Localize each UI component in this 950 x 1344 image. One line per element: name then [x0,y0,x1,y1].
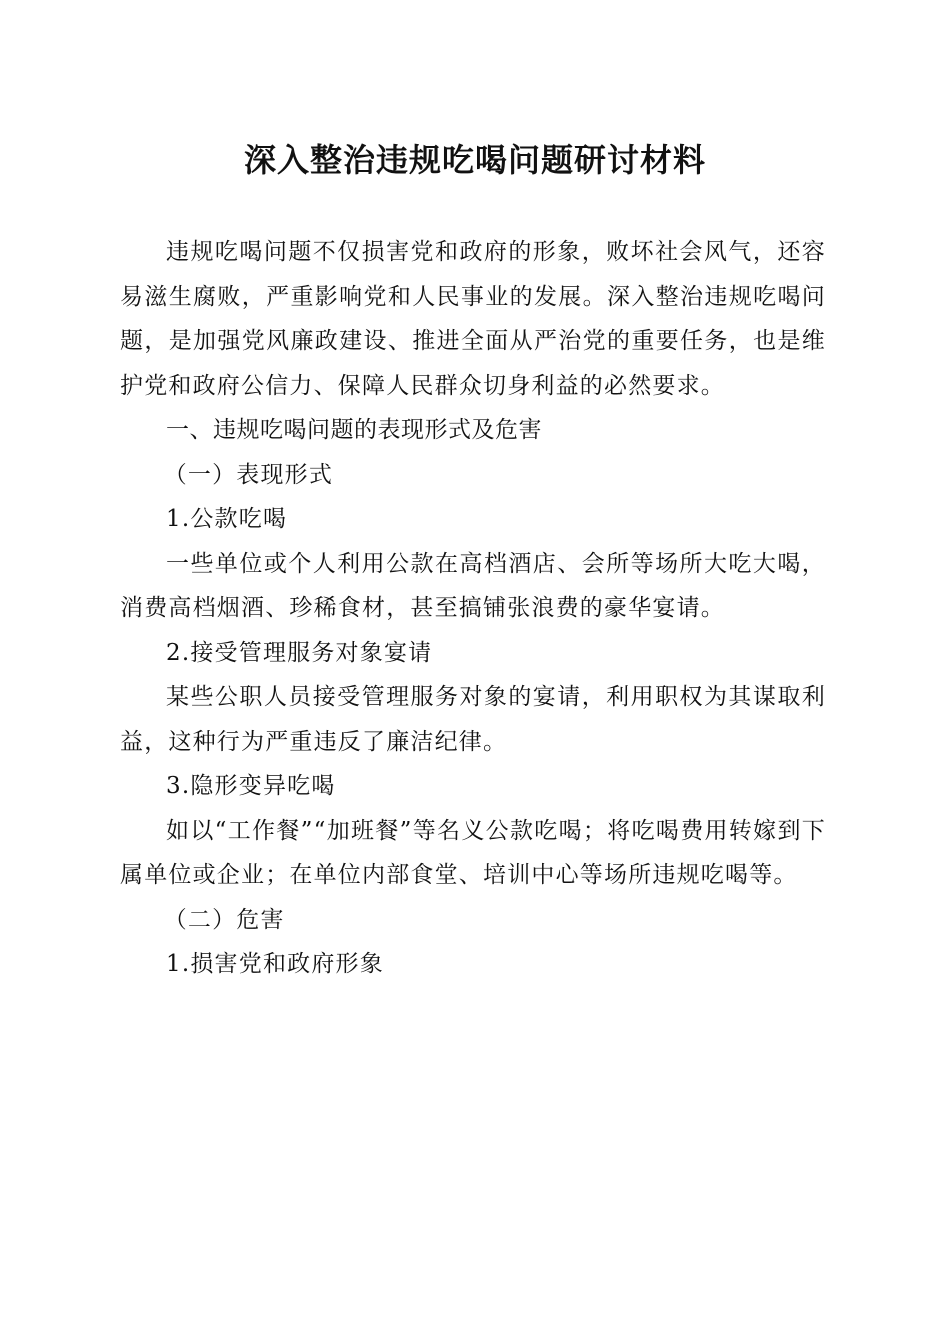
item-title-3: 3.隐形变异吃喝 [166,773,336,799]
document-title: 深入整治违规吃喝问题研讨材料 [243,141,706,179]
item-title-2: 2.接受管理服务对象宴请 [166,639,433,666]
document-body [120,230,826,987]
subsection-heading-1: （一）表现形式 [163,461,334,488]
item-paragraph-3: 如以“工作餐”“加班餐”等名义公款吃喝；将吃喝费用转嫁到下属单位或企业；在单位内部食堂、培训中心等场所违规吃喝等。 [120,817,826,888]
item-title-4: 1.损害党和政府形象 [166,951,384,977]
intro-paragraph: 违规吃喝问题不仅损害党和政府的形象，败坏社会风气，还容易滋生腐败，严重影响党和人民事业的发展。深入整治违规吃喝问题，是加强党风廉政建设、推进全面从严治党的重要任务，也是维护党和政府公信力、保障人民群众切身利益的必然要求。 [120,239,826,399]
item-title-1: 1.公款吃喝 [166,506,288,532]
item-paragraph-1: 一些单位或个人利用公款在高档酒店、会所等场所大吃大喝，消费高档烟酒、珍稀食材，甚至搞铺张浪费的豪华宴请。 [120,550,826,621]
section-heading-1: 一、违规吃喝问题的表现形式及危害 [166,417,542,443]
subsection-heading-2: （二）危害 [163,906,285,933]
item-paragraph-2: 某些公职人员接受管理服务对象的宴请，利用职权为其谋取利益，这种行为严重违反了廉洁纪律。 [120,684,826,755]
